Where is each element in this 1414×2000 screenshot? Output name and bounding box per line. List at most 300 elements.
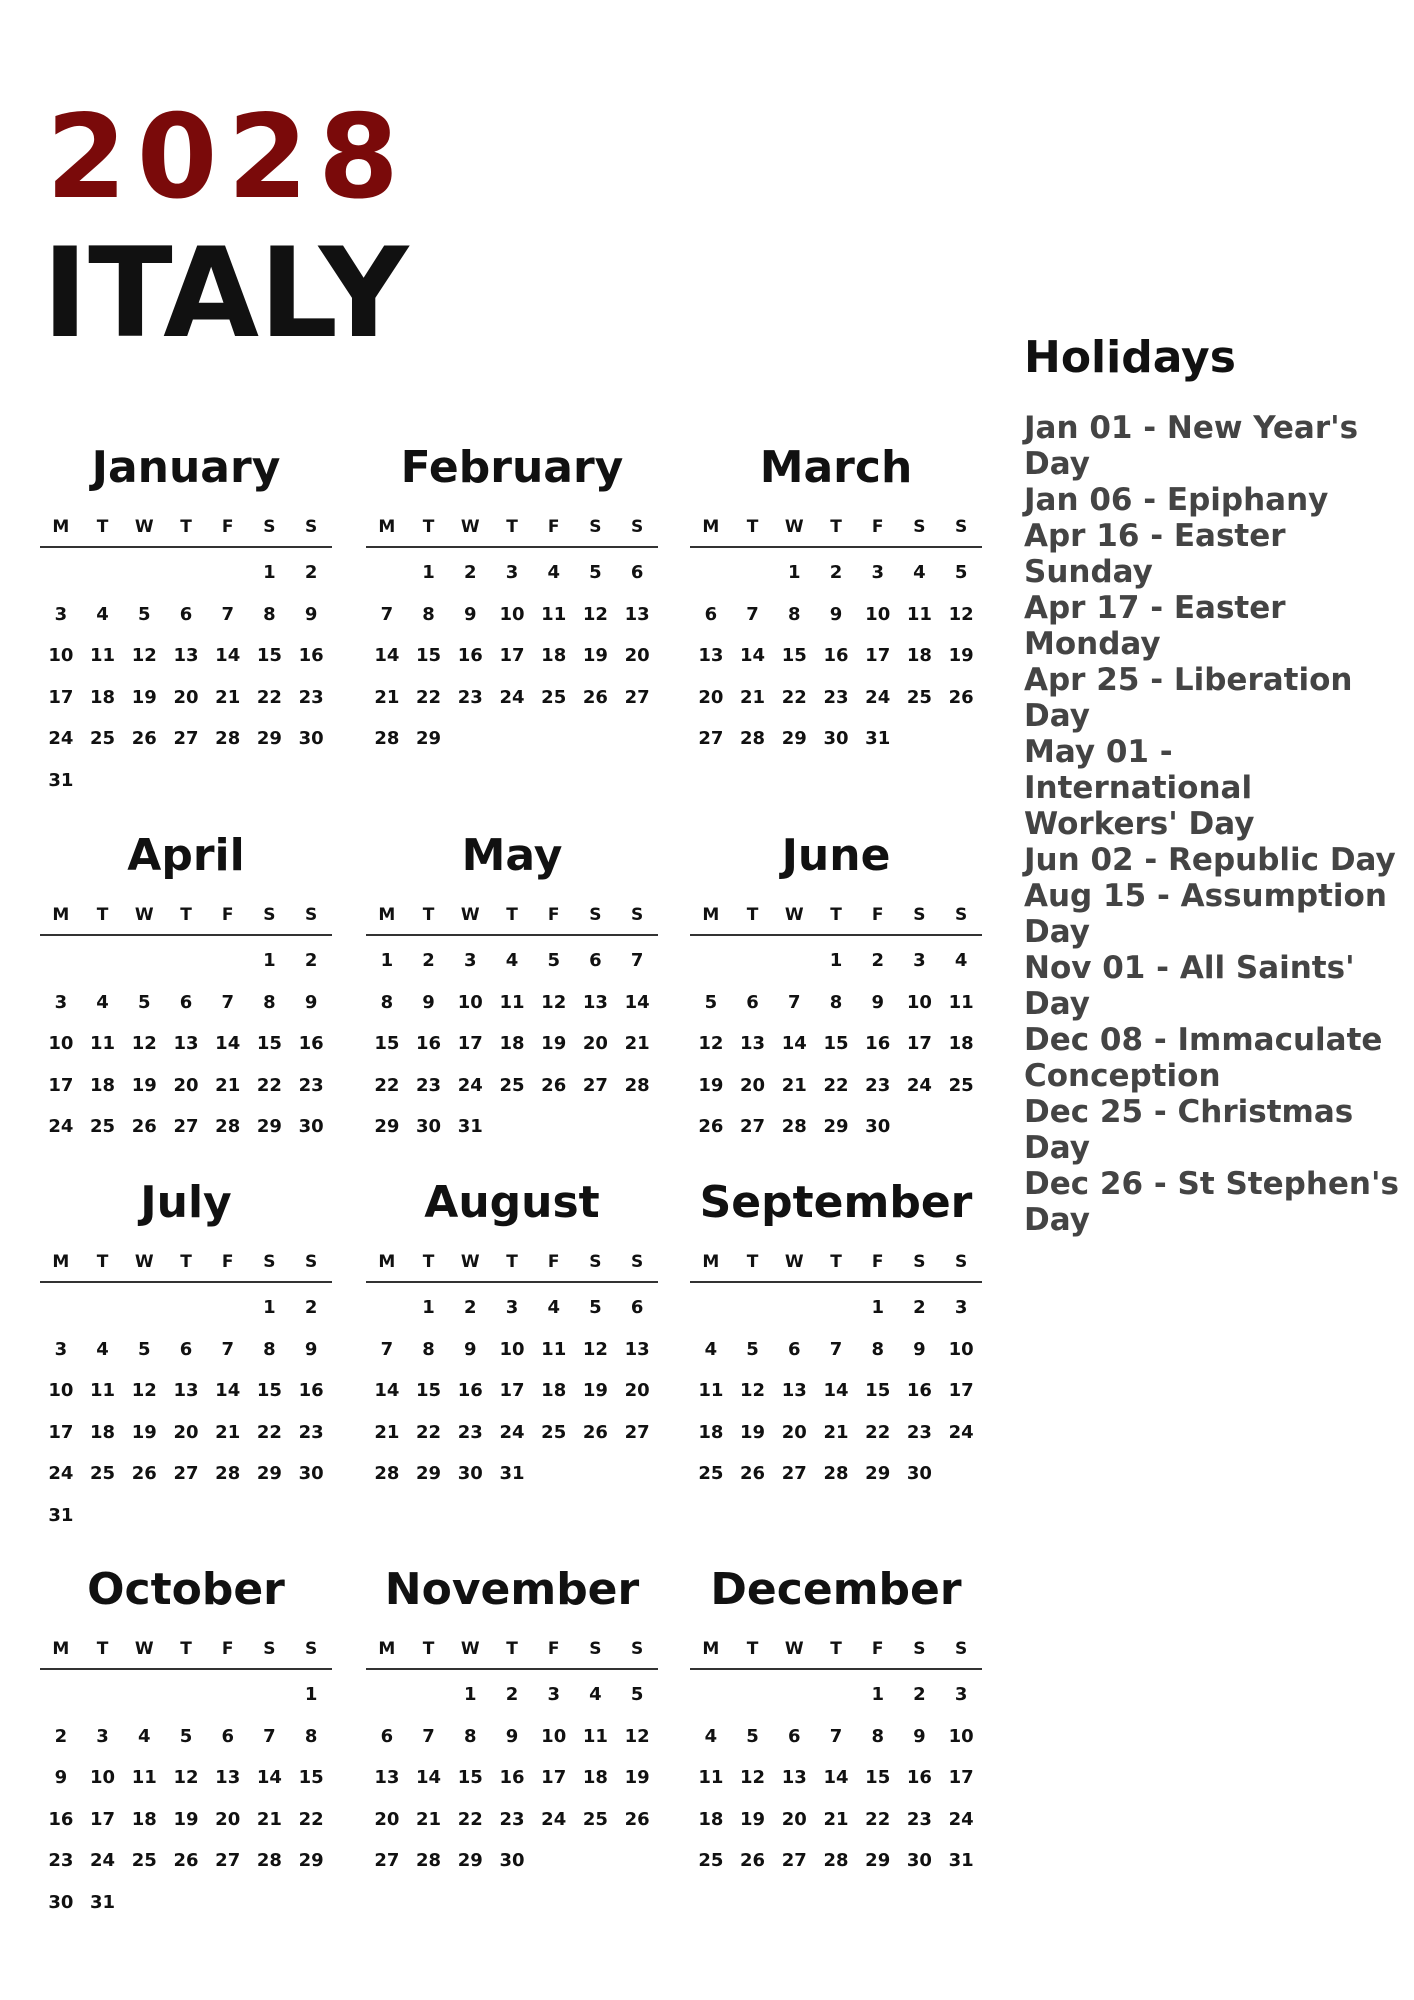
day-cell: 19 [624, 1767, 650, 1789]
day-cell: 1 [871, 1297, 884, 1319]
day-cell: 26 [582, 1421, 608, 1443]
weekday-label: F [221, 1252, 234, 1272]
day-cell: 17 [499, 1380, 525, 1402]
day-cell: 2 [505, 1684, 519, 1706]
day-cell: 14 [416, 1767, 442, 1789]
day-cell: 1 [263, 950, 276, 972]
day-cell: 27 [173, 1116, 199, 1138]
day-cell: 29 [865, 1463, 891, 1485]
weekday-label: T [746, 1639, 759, 1659]
day-cell: 16 [823, 645, 849, 667]
day-cell: 7 [829, 1725, 843, 1747]
day-cell: 16 [298, 1380, 324, 1402]
day-cell: 6 [380, 1725, 394, 1747]
day-cell: 19 [173, 1808, 199, 1830]
day-cell: 19 [131, 1074, 157, 1096]
day-cell: 8 [788, 603, 801, 625]
day-cell: 28 [740, 728, 766, 750]
month-name: September [699, 1177, 973, 1228]
day-cell: 7 [746, 603, 759, 625]
day-cell: 9 [913, 1725, 926, 1747]
day-cell: 9 [304, 991, 318, 1013]
day-cell: 5 [138, 603, 151, 625]
month-name: May [461, 830, 563, 881]
weekday-label: T [506, 1252, 518, 1272]
day-cell: 5 [746, 1725, 759, 1747]
day-cell: 18 [131, 1808, 157, 1830]
day-cell: 17 [48, 1074, 74, 1096]
day-cell: 22 [256, 1074, 282, 1096]
day-cell: 13 [624, 1338, 650, 1360]
weekday-label: S [305, 1252, 318, 1272]
day-cell: 23 [865, 1074, 891, 1096]
day-cell: 11 [90, 645, 116, 667]
day-cell: 5 [704, 991, 718, 1013]
day-cell: 29 [416, 1463, 442, 1485]
day-cell: 23 [906, 1421, 932, 1443]
month-november [366, 1562, 658, 1882]
day-cell: 11 [131, 1767, 157, 1789]
day-cell: 22 [823, 1074, 849, 1096]
month-february [366, 440, 658, 760]
day-cell: 19 [131, 686, 157, 708]
day-cell: 30 [298, 1463, 324, 1485]
weekday-label: S [589, 517, 602, 537]
day-cell: 8 [422, 603, 435, 625]
day-cell: 19 [541, 1033, 567, 1055]
month-name: August [424, 1177, 600, 1228]
weekday-label: M [702, 517, 720, 537]
day-cell: 21 [256, 1808, 282, 1830]
weekday-label: T [746, 1252, 759, 1272]
day-cell: 4 [96, 991, 109, 1013]
month-name: January [91, 442, 281, 493]
day-cell: 7 [221, 603, 234, 625]
day-cell: 3 [871, 562, 884, 584]
day-cell: 8 [871, 1725, 884, 1747]
weekday-label: S [955, 1639, 968, 1659]
holiday-item: Jan 06 - Epiphany [1024, 482, 1329, 518]
day-cell: 10 [48, 645, 74, 667]
day-cell: 25 [90, 1463, 116, 1485]
day-cell: 25 [698, 1850, 724, 1872]
day-cell: 14 [740, 645, 766, 667]
day-cell: 15 [256, 1033, 282, 1055]
day-cell: 15 [298, 1767, 324, 1789]
day-cell: 26 [131, 1463, 157, 1485]
day-cell: 11 [948, 991, 974, 1013]
day-cell: 10 [499, 603, 525, 625]
day-cell: 31 [865, 728, 891, 750]
day-cell: 31 [499, 1463, 525, 1485]
day-cell: 14 [374, 1380, 400, 1402]
day-cell: 1 [829, 950, 843, 972]
day-cell: 11 [906, 603, 932, 625]
weekday-label: S [589, 905, 602, 925]
day-cell: 3 [547, 1684, 560, 1706]
day-cell: 31 [90, 1891, 116, 1913]
day-cell: 11 [541, 1338, 567, 1360]
day-cell: 10 [48, 1380, 74, 1402]
country-title: ITALY [42, 222, 409, 366]
day-cell: 19 [582, 645, 608, 667]
day-cell: 15 [374, 1033, 400, 1055]
day-cell: 25 [541, 1421, 567, 1443]
weekday-label: S [913, 517, 926, 537]
weekday-label: W [784, 517, 804, 537]
day-cell: 12 [131, 645, 157, 667]
day-cell: 14 [624, 991, 650, 1013]
day-cell: 10 [865, 603, 891, 625]
month-march [690, 440, 982, 760]
weekday-label: T [506, 517, 518, 537]
day-cell: 22 [416, 686, 442, 708]
weekday-label: W [460, 905, 480, 925]
day-cell: 7 [630, 950, 644, 972]
day-cell: 22 [298, 1808, 324, 1830]
day-cell: 14 [781, 1033, 807, 1055]
day-cell: 6 [630, 1297, 644, 1319]
day-cell: 8 [263, 603, 276, 625]
weekday-label: M [52, 517, 70, 537]
weekday-label: F [871, 1252, 884, 1272]
month-name: March [759, 442, 913, 493]
weekday-label: T [506, 905, 518, 925]
weekday-header [690, 896, 982, 936]
day-cell: 23 [416, 1074, 442, 1096]
day-cell: 20 [173, 686, 199, 708]
weekday-label: T [422, 1252, 435, 1272]
day-cell: 4 [96, 603, 109, 625]
day-cell: 23 [298, 1074, 324, 1096]
day-cell: 14 [823, 1380, 849, 1402]
day-cell: 24 [499, 1421, 525, 1443]
weekday-header [690, 508, 982, 548]
day-cell: 7 [829, 1338, 843, 1360]
day-cell: 29 [457, 1850, 483, 1872]
day-cell: 14 [215, 1380, 241, 1402]
day-cell: 25 [541, 686, 567, 708]
day-grid [366, 940, 658, 1148]
day-cell: 10 [499, 1338, 525, 1360]
day-cell: 26 [541, 1074, 567, 1096]
day-cell: 7 [788, 991, 801, 1013]
weekday-label: W [134, 1639, 154, 1659]
weekday-label: T [830, 517, 842, 537]
day-cell: 6 [179, 1338, 193, 1360]
day-cell: 12 [740, 1380, 766, 1402]
day-cell: 24 [499, 686, 525, 708]
holiday-item: May 01 - International Workers' Day [1024, 734, 1255, 842]
weekday-label: M [52, 1639, 70, 1659]
day-cell: 1 [380, 950, 394, 972]
weekday-label: T [830, 1639, 842, 1659]
day-cell: 28 [823, 1850, 849, 1872]
day-cell: 5 [138, 1338, 151, 1360]
weekday-header [40, 896, 332, 936]
day-cell: 24 [48, 728, 74, 750]
holiday-item: Aug 15 - Assumption Day [1024, 878, 1387, 950]
day-cell: 19 [131, 1421, 157, 1443]
day-cell: 13 [374, 1767, 400, 1789]
day-cell: 2 [913, 1684, 926, 1706]
day-cell: 7 [263, 1725, 276, 1747]
day-cell: 12 [173, 1767, 199, 1789]
day-cell: 11 [90, 1380, 116, 1402]
day-cell: 18 [541, 645, 567, 667]
day-cell: 17 [948, 1767, 974, 1789]
day-cell: 12 [582, 603, 608, 625]
day-cell: 1 [788, 562, 801, 584]
day-cell: 8 [263, 991, 276, 1013]
weekday-label: T [506, 1639, 518, 1659]
day-cell: 28 [374, 728, 400, 750]
day-cell: 4 [589, 1684, 602, 1706]
day-cell: 23 [298, 686, 324, 708]
day-cell: 1 [304, 1684, 318, 1706]
month-name: November [384, 1564, 640, 1615]
day-grid [40, 1287, 332, 1536]
day-cell: 9 [422, 991, 435, 1013]
weekday-label: T [746, 905, 759, 925]
day-cell: 11 [582, 1725, 608, 1747]
day-cell: 25 [948, 1074, 974, 1096]
day-cell: 21 [416, 1808, 442, 1830]
day-cell: 14 [374, 645, 400, 667]
day-cell: 10 [906, 991, 932, 1013]
day-cell: 18 [541, 1380, 567, 1402]
holiday-item: Apr 25 - Liberation Day [1024, 662, 1353, 734]
day-cell: 20 [698, 686, 724, 708]
day-cell: 18 [906, 645, 932, 667]
day-cell: 5 [589, 562, 602, 584]
weekday-label: T [180, 1252, 192, 1272]
day-cell: 31 [48, 769, 74, 791]
day-cell: 18 [698, 1421, 724, 1443]
day-cell: 4 [704, 1725, 718, 1747]
day-cell: 11 [698, 1767, 724, 1789]
holiday-item: Dec 25 - Christmas Day [1024, 1094, 1354, 1166]
day-cell: 27 [374, 1850, 400, 1872]
day-cell: 9 [829, 603, 843, 625]
day-cell: 6 [221, 1725, 234, 1747]
day-cell: 23 [823, 686, 849, 708]
day-cell: 13 [698, 645, 724, 667]
day-cell: 24 [948, 1421, 974, 1443]
day-cell: 27 [624, 1421, 650, 1443]
day-cell: 4 [138, 1725, 151, 1747]
day-cell: 5 [179, 1725, 193, 1747]
day-cell: 23 [457, 1421, 483, 1443]
day-cell: 6 [704, 603, 718, 625]
day-cell: 2 [422, 950, 435, 972]
day-cell: 12 [541, 991, 567, 1013]
day-cell: 29 [298, 1850, 324, 1872]
day-cell: 28 [215, 1116, 241, 1138]
day-cell: 28 [624, 1074, 650, 1096]
day-cell: 16 [298, 645, 324, 667]
calendar-year: 2028 [46, 90, 409, 225]
day-cell: 12 [624, 1725, 650, 1747]
day-cell: 23 [48, 1850, 74, 1872]
day-cell: 6 [788, 1338, 801, 1360]
day-cell: 20 [781, 1421, 807, 1443]
weekday-label: F [547, 517, 560, 537]
day-cell: 15 [781, 645, 807, 667]
day-cell: 9 [304, 603, 318, 625]
day-grid [366, 1674, 658, 1882]
day-cell: 26 [582, 686, 608, 708]
day-cell: 26 [131, 1116, 157, 1138]
day-cell: 25 [582, 1808, 608, 1830]
weekday-label: S [263, 905, 276, 925]
day-cell: 26 [624, 1808, 650, 1830]
day-cell: 14 [256, 1767, 282, 1789]
weekday-header [366, 1630, 658, 1670]
day-cell: 28 [823, 1463, 849, 1485]
weekday-label: S [263, 1252, 276, 1272]
day-cell: 8 [263, 1338, 276, 1360]
weekday-label: F [221, 905, 234, 925]
weekday-label: W [134, 905, 154, 925]
day-grid [690, 1674, 982, 1882]
day-cell: 5 [589, 1297, 602, 1319]
holidays-list [1024, 410, 1404, 1238]
day-cell: 12 [131, 1033, 157, 1055]
month-name: July [140, 1177, 232, 1228]
day-cell: 5 [954, 562, 968, 584]
day-cell: 8 [380, 991, 394, 1013]
day-cell: 5 [547, 950, 560, 972]
weekday-label: W [134, 1252, 154, 1272]
day-cell: 13 [624, 603, 650, 625]
holiday-item: Jun 02 - Republic Day [1024, 842, 1396, 878]
day-cell: 9 [464, 1338, 477, 1360]
day-cell: 12 [131, 1380, 157, 1402]
day-cell: 14 [823, 1767, 849, 1789]
day-cell: 29 [256, 728, 282, 750]
day-cell: 4 [704, 1338, 718, 1360]
day-cell: 26 [948, 686, 974, 708]
day-cell: 30 [48, 1891, 74, 1913]
day-cell: 24 [90, 1850, 116, 1872]
day-cell: 29 [865, 1850, 891, 1872]
weekday-label: M [378, 1639, 396, 1659]
day-cell: 7 [221, 991, 234, 1013]
day-cell: 16 [416, 1033, 442, 1055]
day-cell: 30 [298, 1116, 324, 1138]
weekday-label: T [96, 905, 109, 925]
weekday-label: S [913, 1639, 926, 1659]
day-cell: 23 [499, 1808, 525, 1830]
weekday-label: T [746, 517, 759, 537]
day-cell: 17 [906, 1033, 932, 1055]
day-cell: 18 [698, 1808, 724, 1830]
day-cell: 4 [547, 1297, 560, 1319]
day-cell: 13 [740, 1033, 766, 1055]
day-cell: 1 [263, 562, 276, 584]
weekday-label: S [955, 905, 968, 925]
day-cell: 11 [541, 603, 567, 625]
day-cell: 22 [416, 1421, 442, 1443]
day-cell: 20 [624, 1380, 650, 1402]
day-cell: 15 [416, 1380, 442, 1402]
weekday-header [40, 508, 332, 548]
day-cell: 20 [624, 645, 650, 667]
weekday-header [366, 896, 658, 936]
weekday-label: W [460, 1639, 480, 1659]
day-cell: 15 [256, 645, 282, 667]
day-cell: 27 [781, 1850, 807, 1872]
weekday-label: S [305, 517, 318, 537]
weekday-label: F [221, 1639, 234, 1659]
day-cell: 25 [90, 1116, 116, 1138]
day-cell: 20 [215, 1808, 241, 1830]
day-cell: 3 [54, 991, 68, 1013]
day-cell: 17 [948, 1380, 974, 1402]
day-cell: 13 [781, 1767, 807, 1789]
day-cell: 27 [624, 686, 650, 708]
day-cell: 27 [740, 1116, 766, 1138]
day-cell: 19 [698, 1074, 724, 1096]
weekday-label: F [871, 517, 884, 537]
day-cell: 3 [954, 1297, 968, 1319]
weekday-label: T [830, 1252, 842, 1272]
weekday-header [40, 1243, 332, 1283]
day-cell: 22 [374, 1074, 400, 1096]
day-cell: 29 [256, 1463, 282, 1485]
month-october [40, 1562, 332, 1923]
day-cell: 16 [457, 645, 483, 667]
day-cell: 26 [740, 1463, 766, 1485]
day-cell: 27 [781, 1463, 807, 1485]
day-cell: 4 [547, 562, 560, 584]
day-cell: 12 [698, 1033, 724, 1055]
weekday-label: S [589, 1252, 602, 1272]
day-cell: 18 [90, 686, 116, 708]
day-cell: 11 [499, 991, 525, 1013]
day-cell: 9 [304, 1338, 318, 1360]
day-cell: 12 [740, 1767, 766, 1789]
day-cell: 24 [865, 686, 891, 708]
day-cell: 20 [740, 1074, 766, 1096]
day-cell: 17 [48, 686, 74, 708]
weekday-label: T [96, 517, 109, 537]
day-cell: 21 [374, 1421, 400, 1443]
day-cell: 26 [698, 1116, 724, 1138]
day-cell: 24 [48, 1116, 74, 1138]
day-cell: 2 [304, 950, 318, 972]
weekday-label: W [784, 905, 804, 925]
day-cell: 17 [90, 1808, 116, 1830]
weekday-label: F [221, 517, 234, 537]
day-cell: 30 [906, 1463, 932, 1485]
weekday-label: F [547, 905, 560, 925]
day-grid [40, 1674, 332, 1923]
day-cell: 20 [173, 1421, 199, 1443]
day-cell: 10 [457, 991, 483, 1013]
day-cell: 29 [416, 728, 442, 750]
day-cell: 10 [948, 1338, 974, 1360]
day-cell: 4 [96, 1338, 109, 1360]
weekday-label: F [547, 1252, 560, 1272]
day-cell: 26 [740, 1850, 766, 1872]
day-cell: 10 [90, 1767, 116, 1789]
day-cell: 7 [380, 603, 394, 625]
day-cell: 30 [499, 1850, 525, 1872]
day-cell: 15 [865, 1380, 891, 1402]
month-september [690, 1175, 982, 1495]
